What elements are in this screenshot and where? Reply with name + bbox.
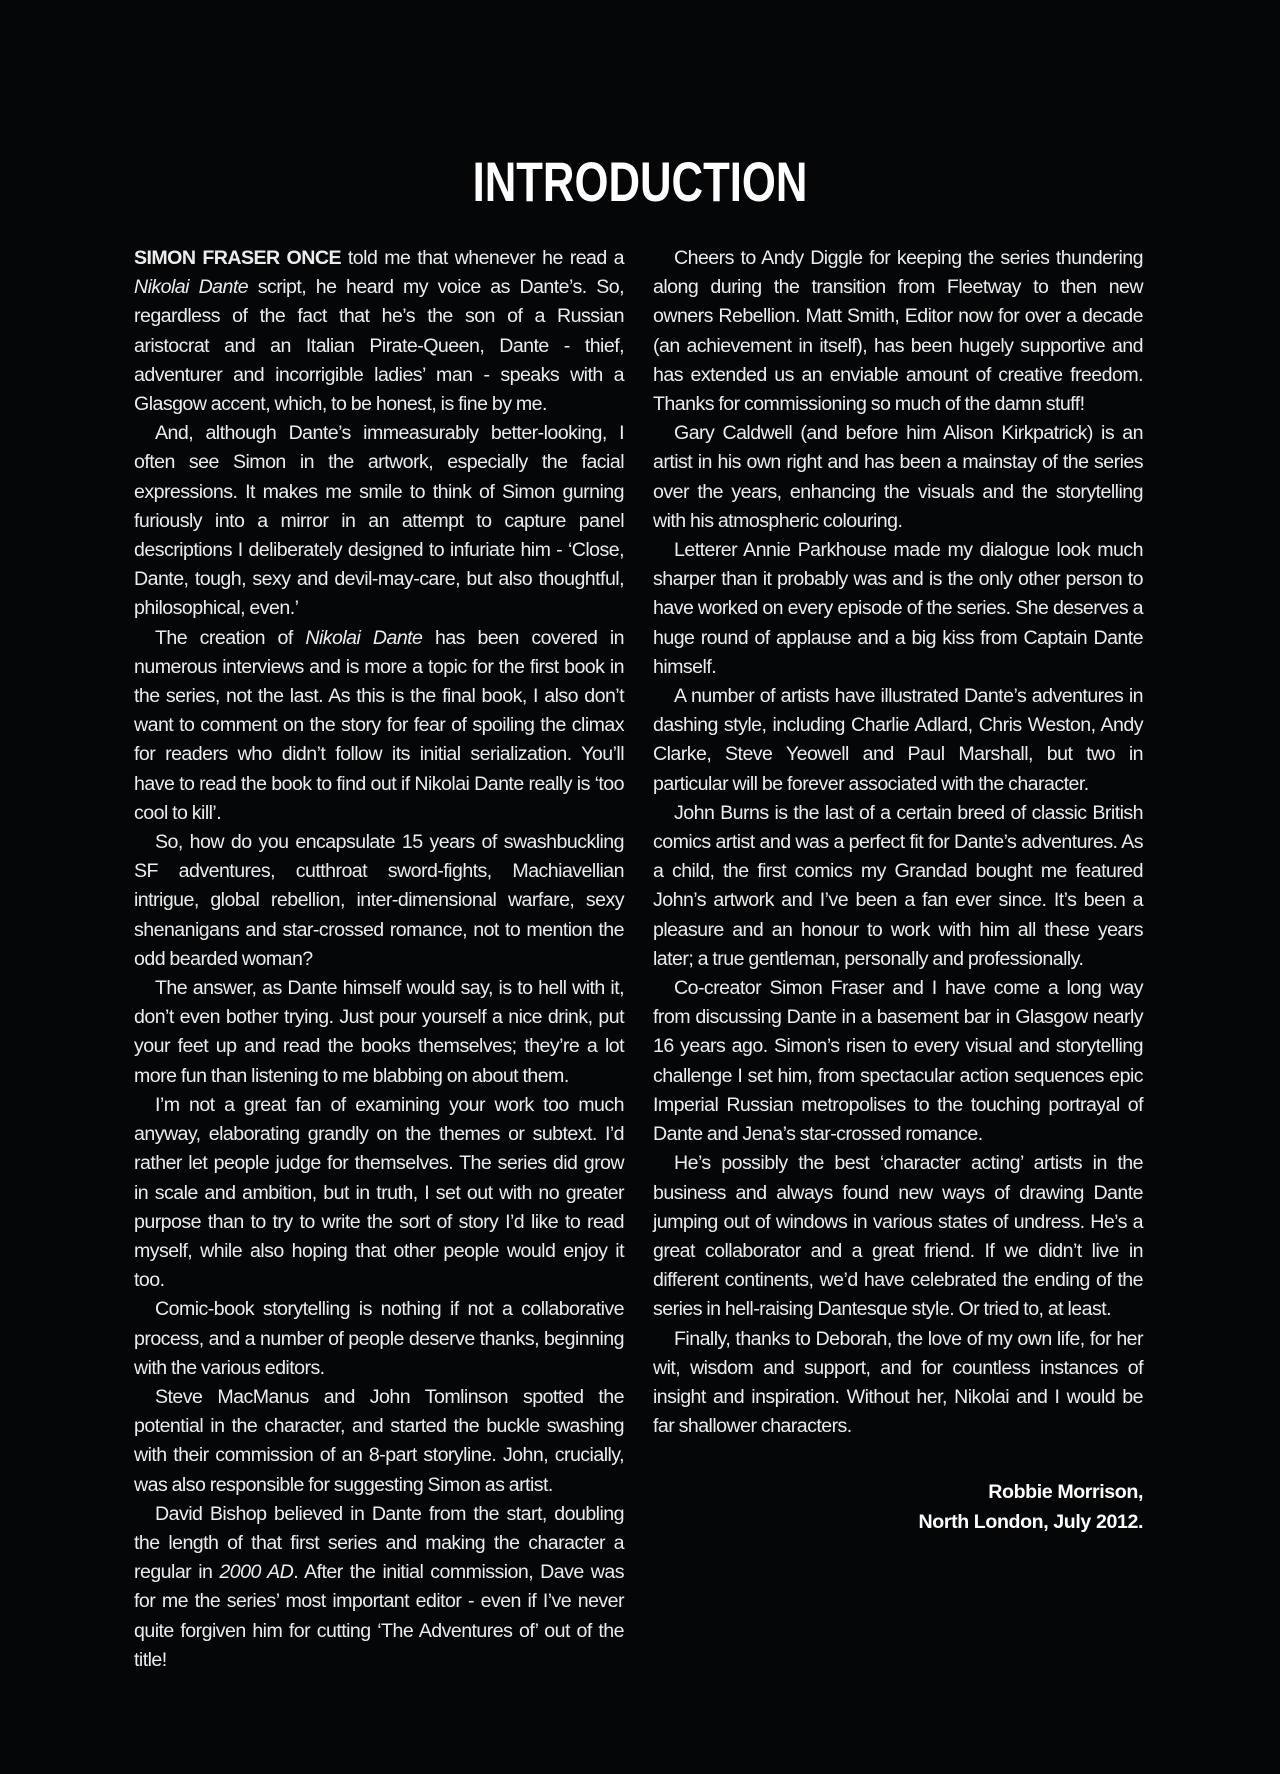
paragraph: I’m not a great fan of examining your work too much anyway, elaborating grandly on the themes or subtext. I’d rather let people judge for themselves. The series did grow in scale and ambition, but in truth, I set out with no greater purpose than to try to write the sort of story I’d like to read myself, while also hoping that other people would enjoy it too. (134, 1093, 624, 1292)
paragraph-text: told me that whenever he read a (340, 247, 624, 269)
paragraph (134, 624, 624, 828)
paragraph: Cheers to Andy Diggle for keeping the series thundering along during the transition from Fleetway to then new owners Rebellion. Matt Smith, Editor now for over a decade (an achievement in itself), has been hugely supportive and has extended us an enviable amount of creative freedom. Thanks for commissioning so much of the damn stuff! (653, 247, 1143, 416)
lead-in: SIMON FRASER ONCE (134, 247, 341, 269)
author-name: Robbie Morrison, (988, 1481, 1143, 1504)
paragraph: A number of artists have illustrated Dante’s adventures in dashing style, including Charlie Adlard, Chris Weston, Andy Clarke, Steve Yeowell and Paul Marshall, but two in particular will be forever associated with the character. (653, 685, 1143, 795)
paragraph (134, 1500, 624, 1675)
paragraph-text: . After the initial commission, Dave was for me the series’ most important editor - even if I’ve never quite forgiven him for cutting ‘The Adventures of’ out of the title! (134, 1561, 624, 1671)
page-title: INTRODUCTION (472, 150, 808, 213)
paragraph: John Burns is the last of a certain breed of classic British comics artist and was a perfect fit for Dante’s adventures. As a child, the first comics my Grandad bought me featured John’s artwork and I’ve been a fan ever since. It’s been a pleasure and an honour to work with him all these years later; a true gentleman, personally and professionally. (653, 801, 1143, 970)
paragraph (134, 244, 624, 419)
italic-title: Nikolai Dante (134, 276, 249, 299)
italic-title: 2000 AD (219, 1561, 294, 1584)
paragraph-text: has been covered in numerous interviews and is more a topic for the first book in the series, not the last. As this is the final book, I also don’t want to comment on the story for fear of spoiling the climax for readers who didn’t follow its initial serialization. You’ll have to read the book to find out if Nikolai Dante really is ‘too cool to kill’. (134, 626, 625, 824)
paragraph: Co-creator Simon Fraser and I have come a long way from discussing Dante in a basement bar in Glasgow nearly 16 years ago. Simon’s risen to every visual and storytelling challenge I set him, from spectacular action sequences epic Imperial Russian metropolises to the touching portrayal of Dante and Jena’s star-crossed romance. (653, 977, 1143, 1146)
signoff-place-date: North London, July 2012. (918, 1511, 1143, 1534)
left-column (134, 244, 624, 1675)
paragraph-text: The creation of (155, 626, 306, 649)
paragraph: The answer, as Dante himself would say, is to hell with it, don’t even bother trying. Just pour yourself a nice drink, put your feet up and read the books themselves; they’re a lot more fun than listening to me blabbing on about them. (134, 977, 624, 1087)
paragraph-text: David Bishop believed in Dante from the start, doubling the length of that first series and making the character a regular in (134, 1502, 624, 1584)
italic-title: Nikolai Dante (305, 626, 423, 649)
right-column (653, 244, 1143, 1537)
paragraph: Letterer Annie Parkhouse made my dialogue look much sharper than it probably was and is the only other person to have worked on every episode of the series. She deserves a huge round of applause and a big kiss from Captain Dante himself. (653, 539, 1143, 678)
paragraph: He’s possibly the best ‘character acting’ artists in the business and always found new ways of drawing Dante jumping out of windows in various states of undress. He’s a great collaborator and a great friend. If we didn’t live in different continents, we’d have celebrated the ending of the series in hell-raising Dantesque style. Or tried to, at least. (653, 1152, 1143, 1321)
paragraph: Comic-book storytelling is nothing if not a collaborative process, and a number of people deserve thanks, beginning with the various editors. (134, 1298, 624, 1379)
paragraph: Steve MacManus and John Tomlinson spotted the potential in the character, and started the buckle swashing with their commission of an 8-part storyline. John, crucially, was also responsible for suggesting Simon as artist. (134, 1385, 624, 1496)
author-signoff (653, 1477, 1143, 1537)
paragraph: Finally, thanks to Deborah, the love of my own life, for her wit, wisdom and support, and for countless instances of insight and inspiration. Without her, Nikolai and I would be far shallower characters. (653, 1327, 1143, 1438)
paragraph-text: script, he heard my voice as Dante’s. So, regardless of the fact that he’s the son of a Russian aristocrat and an Italian Pirate-Queen, Dante - thief, adventurer and incorrigible ladies’ man - speaks with a Glasgow accent, which, to be honest, is fine by me. (134, 276, 624, 416)
paragraph: Gary Caldwell (and before him Alison Kirkpatrick) is an artist in his own right and has been a mainstay of the series over the years, enhancing the visuals and the storytelling with his atmospheric colouring. (653, 422, 1143, 532)
paragraph: And, although Dante’s immeasurably better-looking, I often see Simon in the artwork, especially the facial expressions. It makes me smile to think of Simon gurning furiously into a mirror in an attempt to capture panel descriptions I deliberately designed to infuriate him - ‘Close, Dante, tough, sexy and devil-may-care, but also thoughtful, philosophical, even.’ (134, 422, 624, 620)
paragraph: So, how do you encapsulate 15 years of swashbuckling SF adventures, cutthroat sword-fights, Machiavellian intrigue, global rebellion, inter-dimensional warfare, sexy shenanigans and star-crossed romance, not to mention the odd bearded woman? (134, 831, 624, 970)
